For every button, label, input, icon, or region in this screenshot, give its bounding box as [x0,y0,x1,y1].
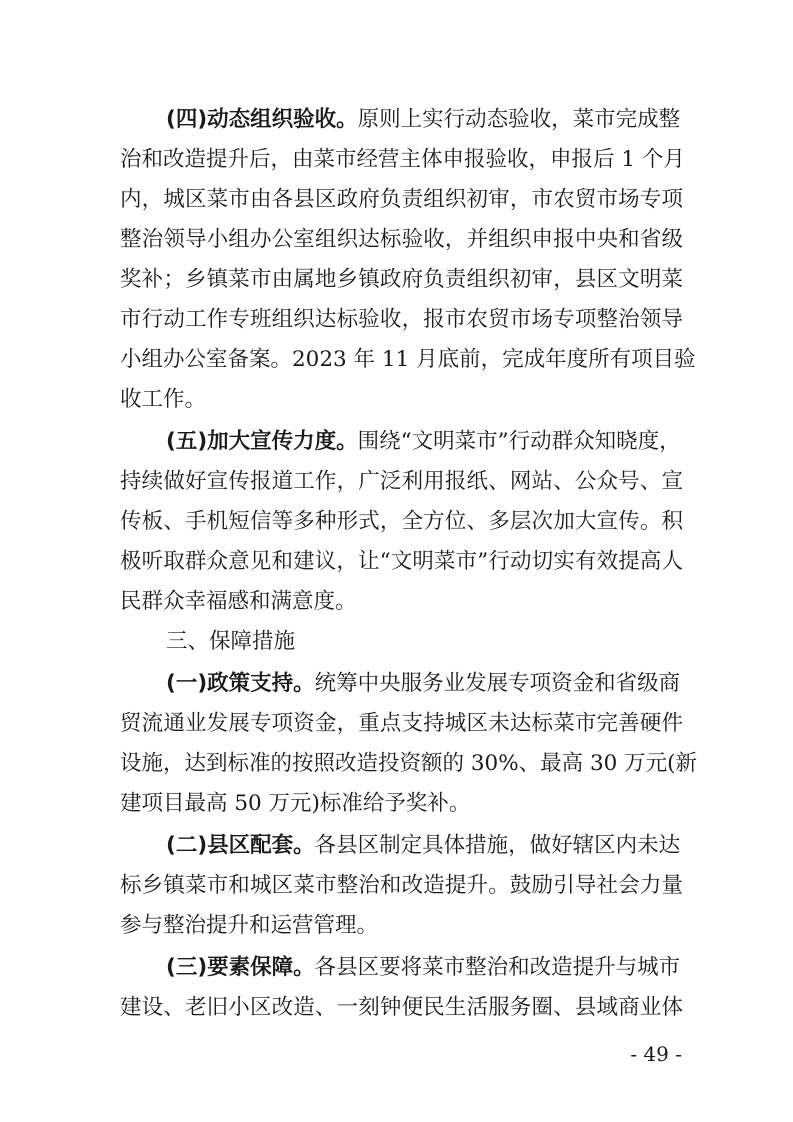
paragraph-4-heading: (四)动态组织验收。 [166,107,358,132]
section-title: 三、保障措施 [166,629,296,654]
paragraph-2-heading: (二)县区配套。 [166,833,315,858]
paragraph-1-text: 统筹中央服务业发展专项资金和省级商 [314,671,681,696]
paragraph-4-line-8: 收工作。 [120,387,207,412]
paragraph-3-text: 各县区要将菜市整治和改造提升与城市 [314,955,681,980]
paragraph-5-line-3: 传板、手机短信等多种形式，全方位、多层次加大宣传。积 [120,509,683,534]
paragraph-4-line-5: 奖补；乡镇菜市由属地乡镇政府负责组织初审，县区文明菜 [120,267,683,292]
paragraph-5-line-2: 持续做好宣传报道工作，广泛利用报纸、网站、公众号、宣 [120,469,683,494]
paragraph-4-line-7: 小组办公室备案。2023 年 11 月底前，完成年度所有项目验 [120,347,696,372]
paragraph-1-line-3: 设施，达到标准的按照改造投资额的 30%、最高 30 万元(新 [120,751,698,776]
paragraph-5-line-1 [166,428,683,456]
paragraph-4-text: 原则上实行动态验收，菜市完成整 [357,107,681,132]
paragraph-5-line-4: 极听取群众意见和建议，让“文明菜市”行动切实有效提高人 [120,549,683,574]
paragraph-1-line-1 [166,670,683,698]
paragraph-2-line-1 [166,832,683,860]
paragraph-3-line-1 [166,954,683,982]
paragraph-4-line-2: 治和改造提升后，由菜市经营主体申报验收，申报后 1 个月 [120,147,685,172]
paragraph-4-line-4: 整治领导小组办公室组织达标验收，并组织申报中央和省级 [120,227,683,252]
paragraph-5-text: 围绕“文明菜市”行动群众知晓度， [357,429,681,454]
paragraph-5-line-5: 民群众幸福感和满意度。 [120,589,357,614]
paragraph-3-line-2: 建设、老旧小区改造、一刻钟便民生活服务圈、县域商业体 [120,995,683,1020]
paragraph-1-line-4: 建项目最高 50 万元)标准给予奖补。 [120,791,471,816]
paragraph-1-line-2: 贸流通业发展专项资金，重点支持城区未达标菜市完善硬件 [120,711,683,736]
paragraph-2-line-2: 标乡镇菜市和城区菜市整治和改造提升。鼓励引导社会力量 [120,873,683,898]
paragraph-2-line-3: 参与整治提升和运营管理。 [120,913,379,938]
paragraph-2-text: 各县区制定具体措施，做好辖区内未达 [314,833,681,858]
page-number: - 49 - [630,1042,682,1066]
paragraph-4-line-6: 市行动工作专班组织达标验收，报市农贸市场专项整治领导 [120,307,683,332]
paragraph-4-line-1 [166,106,683,134]
paragraph-1-heading: (一)政策支持。 [166,671,315,696]
paragraph-5-heading: (五)加大宣传力度。 [166,429,358,454]
paragraph-4-line-3: 内，城区菜市由各县区政府负责组织初审，市农贸市场专项 [120,187,683,212]
paragraph-3-heading: (三)要素保障。 [166,955,315,980]
